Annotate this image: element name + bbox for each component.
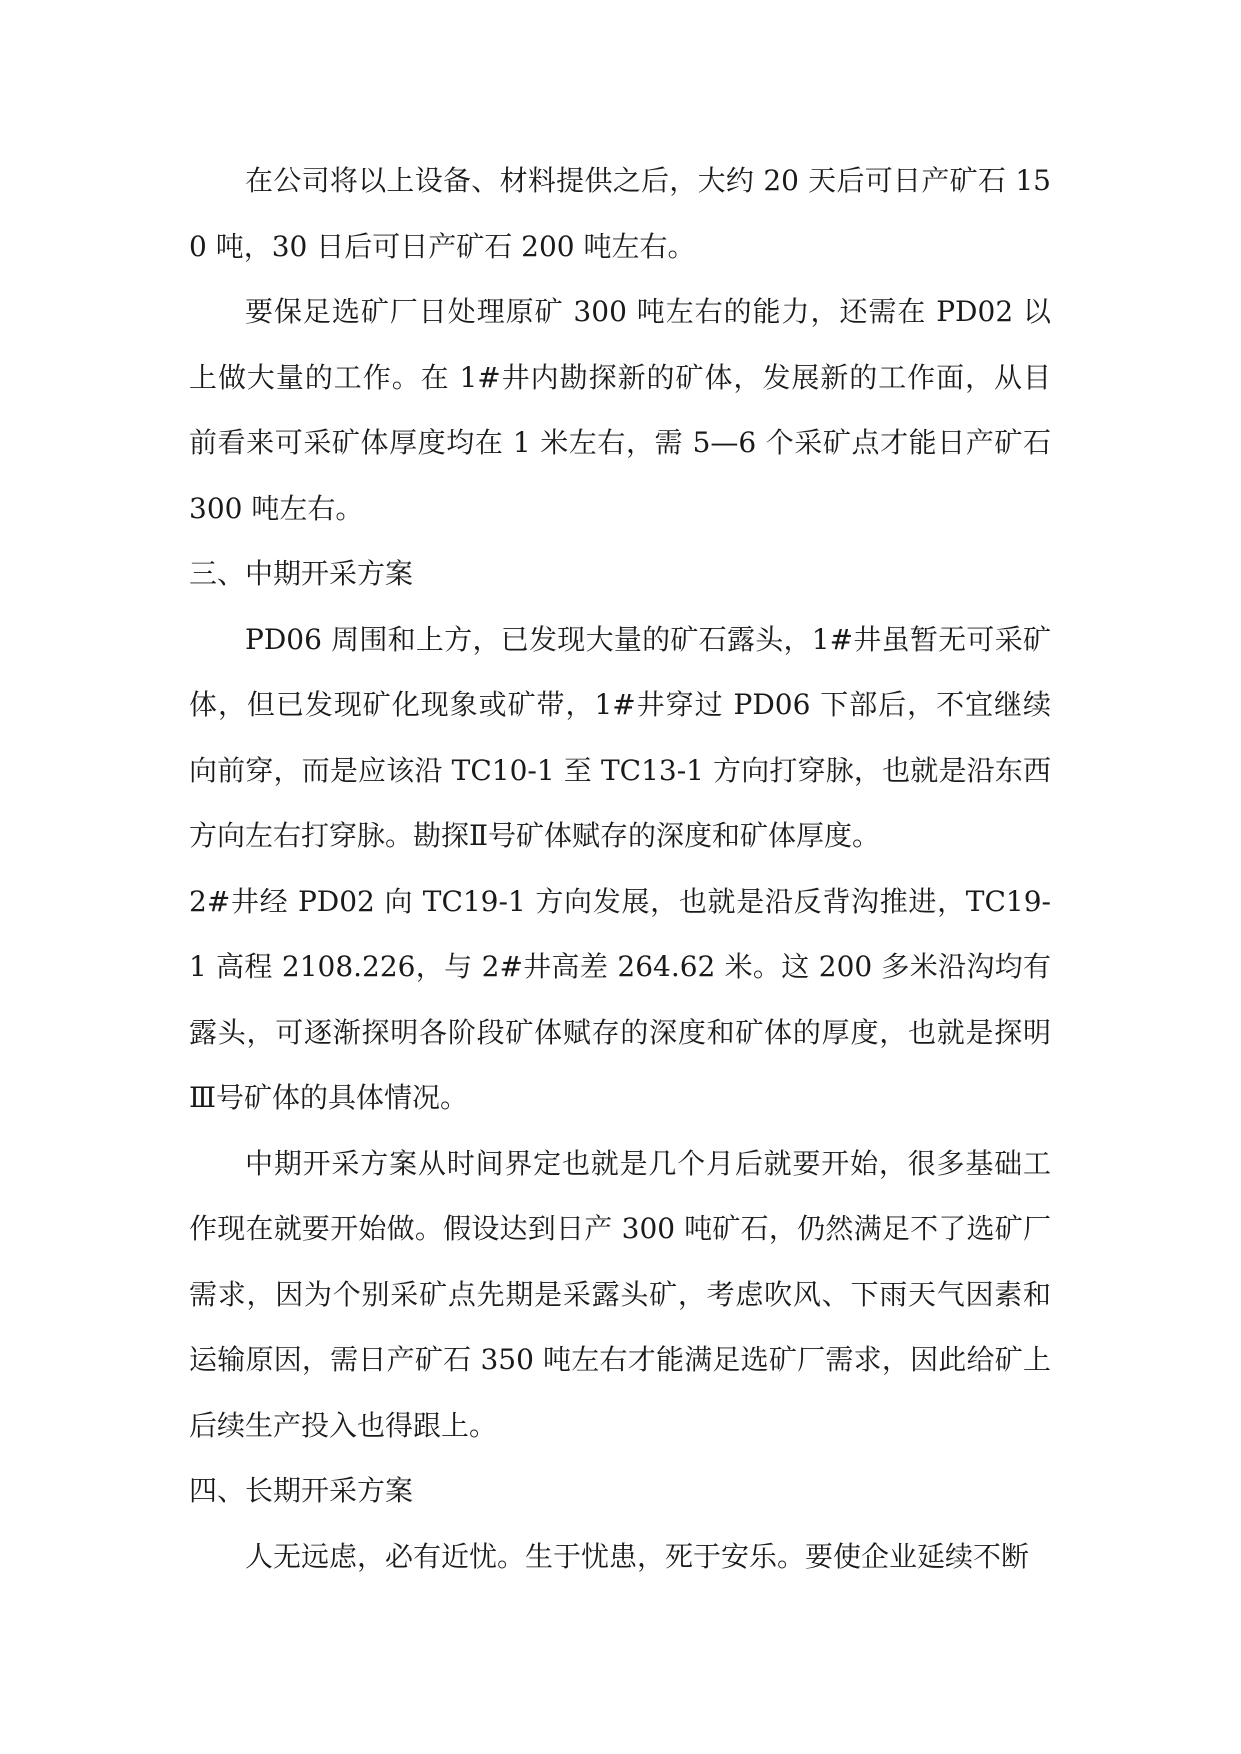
paragraph-pd06-exploration: PD06 周围和上方，已发现大量的矿石露头，1#井虽暂无可采矿体，但已发现矿化现象或矿带，1#井穿过 PD06 下部后，不宜继续向前穿，而是应该沿 TC10-1 至 TC13-1 方向打穿脉，也就是沿东西方向左右打穿脉。勘探Ⅱ号矿体赋存的深度和矿体厚度。 bbox=[189, 622, 1051, 852]
section-heading-mid-term: 三、中期开采方案 bbox=[189, 557, 414, 590]
paragraph-well-2-development: 2#井经 PD02 向 TC19-1 方向发展，也就是沿反背沟推进，TC19-1 高程 2108.226，与 2#井高差 264.62 米。这 200 多米沿沟均有露头，可逐渐探明各阶段矿体赋存的深度和矿体的厚度，也就是探明Ⅲ号矿体的具体情况。 bbox=[189, 884, 1051, 1114]
section-heading-long-term: 四、长期开采方案 bbox=[189, 1474, 414, 1507]
document-body bbox=[189, 148, 1051, 1589]
paragraph-long-term-intro: 人无远虑，必有近忧。生于忧患，死于安乐。要使企业延续不断 bbox=[245, 1539, 1030, 1573]
paragraph-daily-output-plan: 在公司将以上设备、材料提供之后，大约 20 天后可日产矿石 150 吨，30 日后可日产矿石 200 吨左右。 bbox=[189, 164, 1051, 263]
paragraph-capacity-requirement: 要保足选矿厂日处理原矿 300 吨左右的能力，还需在 PD02 以上做大量的工作。在 1#井内勘探新的矿体，发展新的工作面，从目前看来可采矿体厚度均在 1 米左右，需 5—6 个采矿点才能日产矿石 300 吨左右。 bbox=[189, 295, 1051, 525]
paragraph-mid-term-timeline: 中期开采方案从时间界定也就是几个月后就要开始，很多基础工作现在就要开始做。假设达到日产 300 吨矿石，仍然满足不了选矿厂需求，因为个别采矿点先期是采露头矿，考虑吹风、下雨天气因素和运输原因，需日产矿石 350 吨左右才能满足选矿厂需求，因此给矿上后续生产投入也得跟上。 bbox=[189, 1146, 1051, 1442]
